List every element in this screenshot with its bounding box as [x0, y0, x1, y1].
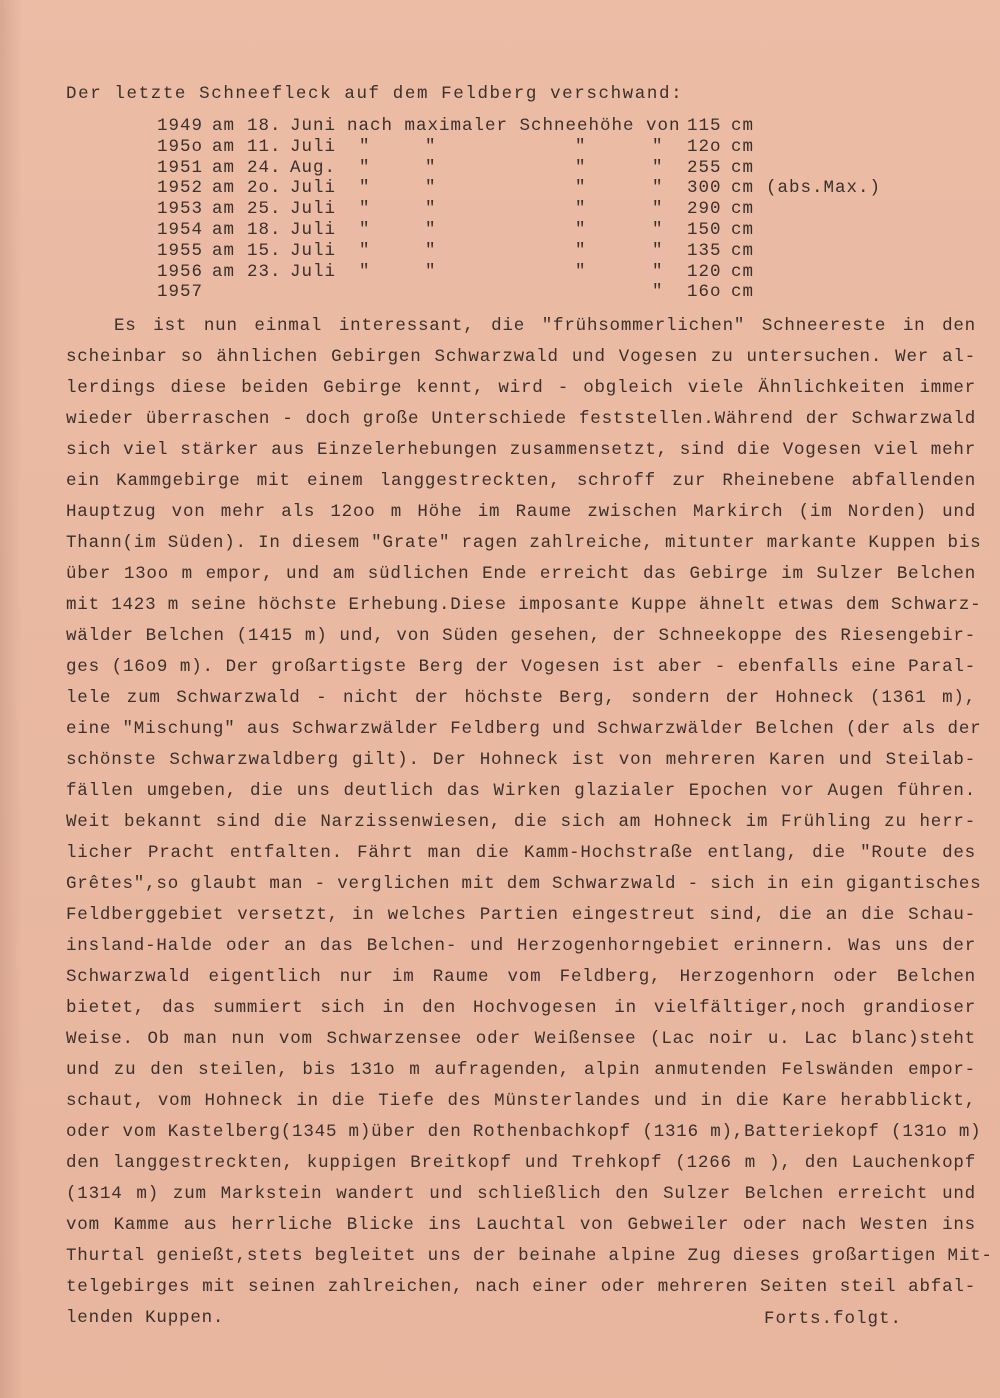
text-line: schönste Schwarzwaldberg gilt). Der Hohneck ist von mehreren Karen und Steilab- — [66, 750, 976, 770]
day: 18. — [247, 116, 282, 136]
month: Juli — [290, 178, 337, 199]
text-line: telgebirges mit seinen zahlreichen, nach einer oder mehreren Seiten steil abfal- — [66, 1277, 976, 1297]
text-line: Thurtal genießt,stets begleitet uns der beinahe alpine Zug dieses großartigen Mit- — [66, 1246, 993, 1266]
am: am — [212, 136, 236, 157]
ditto-mark: " — [425, 261, 437, 282]
snow-record-table — [157, 116, 882, 303]
ditto-mark: " — [575, 157, 587, 178]
unit: cm — [731, 282, 755, 303]
text-line: und zu den steilen, bis 131o m aufragenden, alpin anmutenden Felswänden empor- — [66, 1060, 976, 1080]
day: 11. — [247, 136, 282, 157]
text-line: lerdings diese beiden Gebirge kennt, wird - obgleich viele Ähnlichkeiten immer — [66, 378, 976, 398]
unit: cm — [731, 116, 755, 136]
text-line: Weise. Ob man nun vom Schwarzensee oder Weißensee (Lac noir u. Lac blanc)steht — [66, 1029, 976, 1049]
text-line: wälder Belchen (1415 m) und, von Süden gesehen, der Schneekoppe des Riesengebir- — [66, 626, 976, 646]
unit: cm — [731, 157, 755, 178]
ditto-mark: " — [425, 157, 437, 178]
text-line: lenden Kuppen. — [66, 1308, 225, 1328]
am: am — [212, 240, 236, 261]
ditto-mark: " — [425, 219, 437, 240]
unit: cm — [731, 219, 755, 240]
day: 2o. — [247, 178, 282, 199]
year: 1956 — [157, 261, 204, 282]
year: 1949 — [157, 116, 204, 136]
text-line: schaut, vom Hohneck in die Tiefe des Münsterlandes und in die Kare herabblickt, — [66, 1091, 976, 1111]
ditto-mark: " — [652, 219, 664, 240]
ditto-mark: " — [575, 219, 587, 240]
page-heading: Der letzte Schneefleck auf dem Feldberg verschwand: — [66, 84, 684, 104]
ditto-mark: " — [359, 136, 371, 157]
am: am — [212, 219, 236, 240]
ditto-mark: " — [425, 136, 437, 157]
year: 1954 — [157, 219, 204, 240]
year: 1955 — [157, 240, 204, 261]
text-line: Grêtes",so glaubt man - verglichen mit dem Schwarzwald - sich in ein gigantisches — [66, 874, 982, 894]
month: Juli — [290, 219, 337, 240]
text-line: Weit bekannt sind die Narzissenwiesen, die sich am Hohneck im Frühling zu herr- — [66, 812, 976, 832]
text-line: licher Pracht entfalten. Fährt man die Kamm-Hochstraße entlang, die "Route des — [66, 843, 976, 863]
table-row — [157, 219, 755, 241]
ditto-mark: " — [425, 178, 437, 199]
month: Juni — [290, 116, 337, 136]
snow-depth: 120 — [687, 261, 722, 282]
table-row — [157, 240, 755, 262]
day: 25. — [247, 199, 282, 220]
text-line: mit 1423 m seine höchste Erhebung.Diese imposante Kuppe ähnelt etwas dem Schwarz- — [66, 595, 982, 615]
body-paragraph — [66, 311, 993, 1334]
continuation-note: Forts.folgt. — [764, 1309, 903, 1329]
month: Juli — [290, 199, 337, 220]
text-line: ges (16o9 m). Der großartigste Berg der Vogesen ist aber - ebenfalls eine Paral- — [66, 657, 976, 677]
snow-depth: 150 — [687, 219, 722, 240]
snow-depth: 16o — [687, 282, 722, 303]
text-line: wieder überraschen - doch große Unterschiede feststellen.Während der Schwarzwald — [66, 409, 976, 429]
ditto-mark: " — [359, 157, 371, 178]
phrase: nach maximaler Schneehöhe von — [347, 116, 681, 136]
text-line: Feldberggebiet versetzt, in welches Partien eingestreut sind, die an die Schau- — [66, 905, 976, 925]
ditto-mark: " — [425, 240, 437, 261]
text-line: (1314 m) zum Markstein wandert und schließlich den Sulzer Belchen erreicht und — [66, 1184, 976, 1204]
table-row — [157, 178, 882, 199]
ditto-mark: " — [652, 157, 664, 178]
text-line: oder vom Kastelberg(1345 m)über den Rothenbachkopf (1316 m),Batteriekopf (131o m) — [66, 1122, 982, 1142]
unit: cm — [731, 240, 755, 261]
snow-depth: 115 — [687, 116, 722, 136]
unit: cm — [731, 136, 755, 157]
day: 15. — [247, 240, 282, 261]
table-row — [157, 116, 755, 137]
ditto-mark: " — [359, 240, 371, 261]
ditto-mark: " — [359, 199, 371, 220]
unit: cm — [731, 261, 755, 282]
unit: cm — [731, 199, 755, 220]
ditto-mark: " — [425, 199, 437, 220]
text-line: fällen umgeben, die uns deutlich das Wirken glazialer Epochen vor Augen führen. — [66, 781, 976, 801]
snow-depth: 12o — [687, 136, 722, 157]
year: 1953 — [157, 199, 204, 220]
year: 195o — [157, 136, 204, 157]
text-line: Thann(im Süden). In diesem "Grate" ragen zahlreiche, mitunter markante Kuppen bis — [66, 533, 982, 553]
ditto-mark: " — [359, 178, 371, 199]
note: (abs.Max.) — [766, 178, 882, 199]
year: 1951 — [157, 157, 204, 178]
text-line: Hauptzug von mehr als 12oo m Höhe im Raume zwischen Markirch (im Norden) und — [66, 502, 976, 522]
ditto-mark: " — [652, 199, 664, 220]
text-line: Es ist nun einmal interessant, die "frühsommerlichen" Schneereste in den — [114, 316, 976, 336]
ditto-mark: " — [652, 178, 664, 199]
ditto-mark: " — [575, 261, 587, 282]
month: Aug. — [290, 157, 337, 178]
am: am — [212, 199, 236, 220]
ditto-mark: " — [359, 219, 371, 240]
text-line: lele zum Schwarzwald - nicht der höchste Berg, sondern der Hohneck (1361 m), — [66, 688, 976, 708]
snow-depth: 290 — [687, 199, 722, 220]
ditto-mark: " — [652, 240, 664, 261]
text-line: insland-Halde oder an das Belchen- und Herzogenhorngebiet erinnern. Was uns der — [66, 936, 976, 956]
ditto-mark: " — [359, 261, 371, 282]
text-line: über 13oo m empor, und am südlichen Ende erreicht das Gebirge im Sulzer Belchen — [66, 564, 976, 584]
year: 1957 — [157, 282, 204, 303]
ditto-mark: " — [652, 261, 664, 282]
ditto-mark: " — [575, 178, 587, 199]
am: am — [212, 157, 236, 178]
ditto-mark: " — [652, 282, 664, 303]
snow-depth: 300 — [687, 178, 722, 199]
text-line: den langgestreckten, kuppigen Breitkopf und Trehkopf (1266 m ), den Lauchenkopf — [66, 1153, 976, 1173]
table-row — [157, 136, 755, 158]
am: am — [212, 261, 236, 282]
unit: cm — [731, 178, 755, 199]
table-row — [157, 261, 755, 283]
ditto-mark: " — [575, 136, 587, 157]
month: Juli — [290, 240, 337, 261]
text-line: eine "Mischung" aus Schwarzwälder Feldberg und Schwarzwälder Belchen (der als der — [66, 719, 982, 739]
day: 23. — [247, 261, 282, 282]
am: am — [212, 178, 236, 199]
text-line: vom Kamme aus herrliche Blicke ins Lauchtal von Gebweiler oder nach Westen ins — [66, 1215, 976, 1235]
am: am — [212, 116, 236, 136]
text-line: bietet, das summiert sich in den Hochvogesen in vielfältiger,noch grandioser — [66, 998, 976, 1018]
ditto-mark: " — [575, 240, 587, 261]
month: Juli — [290, 261, 337, 282]
text-line: sich viel stärker aus Einzelerhebungen zusammensetzt, sind die Vogesen viel mehr — [66, 440, 976, 460]
text-line: ein Kammgebirge mit einem langgestreckten, schroff zur Rheinebene abfallenden — [66, 471, 976, 491]
year: 1952 — [157, 178, 204, 199]
table-row — [157, 282, 755, 303]
table-row — [157, 157, 755, 179]
month: Juli — [290, 136, 337, 157]
text-line: scheinbar so ähnlichen Gebirgen Schwarzwald und Vogesen zu untersuchen. Wer al- — [66, 347, 976, 367]
text-line: Schwarzwald eigentlich nur im Raume vom Feldberg, Herzogenhorn oder Belchen — [66, 967, 976, 987]
snow-depth: 255 — [687, 157, 722, 178]
snow-depth: 135 — [687, 240, 722, 261]
ditto-mark: " — [575, 199, 587, 220]
day: 24. — [247, 157, 282, 178]
table-row — [157, 199, 755, 220]
ditto-mark: " — [652, 136, 664, 157]
day: 18. — [247, 219, 282, 240]
